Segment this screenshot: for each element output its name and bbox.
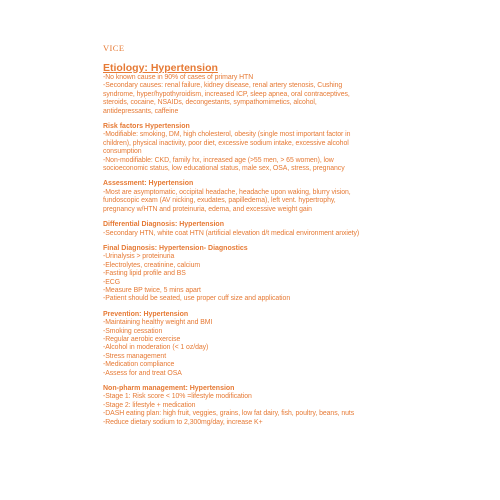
section-title: Risk factors Hypertension bbox=[103, 123, 190, 131]
section-line: pregnancy w/HTN and proteinuria, edema, and excessive weight gain bbox=[103, 205, 312, 213]
etiology-line: antidepressants, caffeine bbox=[103, 107, 179, 115]
section-line: -Stage 1: Risk score < 10% =lifestyle modification bbox=[103, 393, 252, 401]
page-title: Etiology: Hypertension bbox=[103, 62, 218, 74]
section-line: -Most are asymptomatic, occipital headache, headache upon waking, blurry vision, bbox=[103, 188, 351, 196]
section-line: -Measure BP twice, 5 mins apart bbox=[103, 286, 201, 294]
section-line: -Regular aerobic exercise bbox=[103, 335, 181, 343]
section-line: children), physical inactivity, poor diet, excessive sodium intake, excessive alcohol bbox=[103, 139, 349, 147]
section-line: -Assess for and treat OSA bbox=[103, 369, 182, 377]
etiology-line: steroids, cocaine, NSAIDs, decongestants, sympathomimetics, alcohol, bbox=[103, 99, 317, 107]
differential-diagnosis-section bbox=[103, 221, 403, 238]
section-line: -Smoking cessation bbox=[103, 327, 163, 335]
section-line: -Non-modifiable: CKD, family hx, increased age (>55 men, > 65 women), low bbox=[103, 156, 334, 164]
document-content bbox=[103, 62, 403, 427]
section-line: -Stage 2: lifestyle + medication bbox=[103, 401, 196, 409]
section-line: -Patient should be seated, use proper cuff size and application bbox=[103, 295, 291, 303]
section-line: -Reduce dietary sodium to 2,300mg/day, increase K+ bbox=[103, 418, 263, 426]
section-title: Final Diagnosis: Hypertension- Diagnostics bbox=[103, 244, 248, 252]
non-pharm-management-section bbox=[103, 385, 403, 427]
etiology-line: -No known cause in 90% of cases of primary HTN bbox=[103, 74, 254, 81]
section-line: fundoscopic exam (AV nicking, exudates, papilledema), left vent. hypertrophy, bbox=[103, 197, 336, 205]
section-title: Non-pharm management: Hypertension bbox=[103, 385, 235, 392]
header-tag: VICE bbox=[103, 43, 125, 53]
risk-factors-section bbox=[103, 123, 403, 173]
section-title: Prevention: Hypertension bbox=[103, 310, 189, 318]
final-diagnosis-section bbox=[103, 245, 403, 304]
section-line: consumption bbox=[103, 148, 142, 156]
assessment-section bbox=[103, 180, 403, 214]
section-line: -Alcohol in moderation (< 1 oz/day) bbox=[103, 344, 209, 352]
section-title: Differential Diagnosis: Hypertension bbox=[103, 221, 224, 229]
etiology-section bbox=[103, 62, 403, 116]
section-line: -Electrolytes, creatinine, calcium bbox=[103, 261, 201, 269]
section-line: -Secondary HTN, white coat HTN (artificial elevation d/t medical environment anxiety) bbox=[103, 229, 360, 237]
section-line: -Stress management bbox=[103, 352, 167, 360]
section-line: socioeconomic status, low educational status, male sex, OSA, stress, pregnancy bbox=[103, 165, 345, 173]
section-line: -Maintaining healthy weight and BMI bbox=[103, 319, 213, 327]
etiology-line: -Secondary causes: renal failure, kidney disease, renal artery stenosis, Cushing bbox=[103, 82, 343, 90]
section-line: -Modifiable: smoking, DM, high cholesterol, obesity (single most important factor in bbox=[103, 131, 351, 139]
section-line: -Fasting lipid profile and BS bbox=[103, 270, 186, 278]
prevention-section bbox=[103, 311, 403, 378]
section-line: -ECG bbox=[103, 278, 121, 286]
section-line: -Medication compliance bbox=[103, 361, 175, 369]
section-title: Assessment: Hypertension bbox=[103, 180, 194, 188]
section-line: -DASH eating plan: high fruit, veggies, grains, low fat dairy, fish, poultry, beans, nuts bbox=[103, 410, 355, 418]
etiology-line: syndrome, hyper/hypothyroidism, increased ICP, sleep apnea, oral contraceptives, bbox=[103, 90, 350, 98]
section-line: -Urinalysis > proteinuria bbox=[103, 253, 175, 261]
